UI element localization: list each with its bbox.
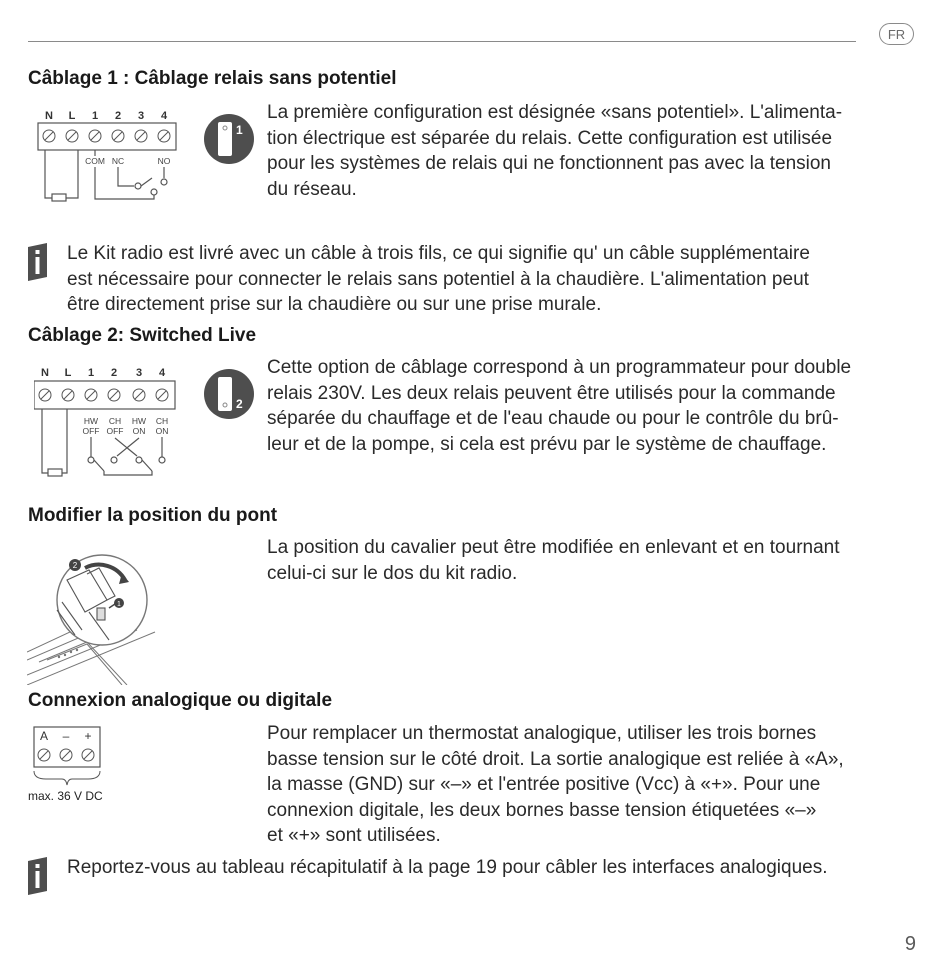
section-4-text: Pour remplacer un thermostat analogique, utiliser les trois bornes basse tension sur le côté droit. La sortie analogique est reliée à «A», la masse (GND) sur «–» et l'entrée positive (Vcc) à «+». Pour une connexion digitale, les deux bornes basse tension étiquetées «–» et «+» sont utilisées.	[267, 723, 844, 846]
terminal-label: 4	[160, 110, 168, 122]
relay-label: HW	[131, 416, 147, 426]
info-icon	[27, 857, 49, 895]
section-2-text: Cette option de câblage correspond à un programmateur pour double relais 230V. Les deux relais peuvent être utilisés pour la commande séparée du chauffage et de l'eau chaude ou pour le contrôle du brû- leur et de la pompe, si cela est prévu par le système de chauffage.	[267, 357, 852, 455]
relay-label: NC	[111, 156, 125, 166]
section-title-bridge: Modifier la position du pont	[28, 505, 278, 526]
terminal-label: A	[39, 729, 49, 743]
relay-label: OFF	[82, 426, 100, 436]
info-icon	[27, 243, 49, 281]
terminal-label: L	[64, 367, 72, 379]
terminal-label: 2	[114, 110, 122, 122]
section-title-wiring-1: Câblage 1 : Câblage relais sans potentiel	[28, 68, 397, 89]
header-rule	[28, 41, 856, 42]
switch-position-2-icon	[203, 368, 255, 420]
terminal-label: 2	[110, 367, 118, 379]
wiring-diagram-1	[34, 106, 184, 206]
relay-label: CH	[108, 416, 122, 426]
terminal-label: 3	[135, 367, 143, 379]
relay-label: COM	[85, 156, 105, 166]
terminal-label: 3	[137, 110, 145, 122]
jumper-illustration	[27, 540, 157, 685]
low-voltage-terminal-diagram	[26, 725, 136, 807]
terminal-label: N	[45, 110, 53, 122]
voltage-caption: max. 36 V DC	[28, 789, 103, 803]
terminal-label: L	[68, 110, 76, 122]
svg-text:2: 2	[72, 561, 78, 570]
terminal-label: +	[84, 729, 92, 743]
note-2-text: Reportez-vous au tableau récapitulatif à la page 19 pour câbler les interfaces analogiques.	[67, 857, 828, 878]
svg-text:1: 1	[117, 601, 121, 608]
badge-number: 1	[236, 123, 243, 137]
relay-label: OFF	[106, 426, 124, 436]
section-3-text: La position du cavalier peut être modifiée en enlevant et en tournant celui-ci sur le dos du kit radio.	[267, 537, 840, 584]
relay-label: CH	[155, 416, 169, 426]
section-title-wiring-2: Câblage 2: Switched Live	[28, 325, 257, 346]
relay-label: ON	[132, 426, 146, 436]
terminal-label: N	[41, 367, 49, 379]
wiring-diagram-2	[34, 363, 184, 481]
section-1-text: La première configuration est désignée «sans potentiel». L'alimenta- tion électrique est séparée du relais. Cette configuration est utilisée pour les systèmes de relais qui ne fonctionnent pas avec la tension du réseau.	[267, 102, 843, 200]
language-badge: FR	[879, 23, 914, 45]
terminal-label: 4	[158, 367, 166, 379]
badge-number: 2	[236, 397, 243, 411]
note-1-text: Le Kit radio est livré avec un câble à trois fils, ce qui signifie qu' un câble supplémentaire est nécessaire pour connecter le relais sans potentiel à la chaudière. L'alimentation peut être directement prise sur la chaudière ou sur une prise murale.	[67, 243, 810, 315]
page-number: 9	[904, 933, 916, 955]
terminal-label: –	[62, 729, 70, 743]
terminal-label: 1	[91, 110, 99, 122]
switch-position-1-icon	[203, 113, 255, 165]
relay-label: ON	[155, 426, 169, 436]
relay-label: HW	[83, 416, 99, 426]
terminal-label: 1	[87, 367, 95, 379]
relay-label: NO	[157, 156, 171, 166]
section-title-analog-digital: Connexion analogique ou digitale	[28, 690, 333, 711]
